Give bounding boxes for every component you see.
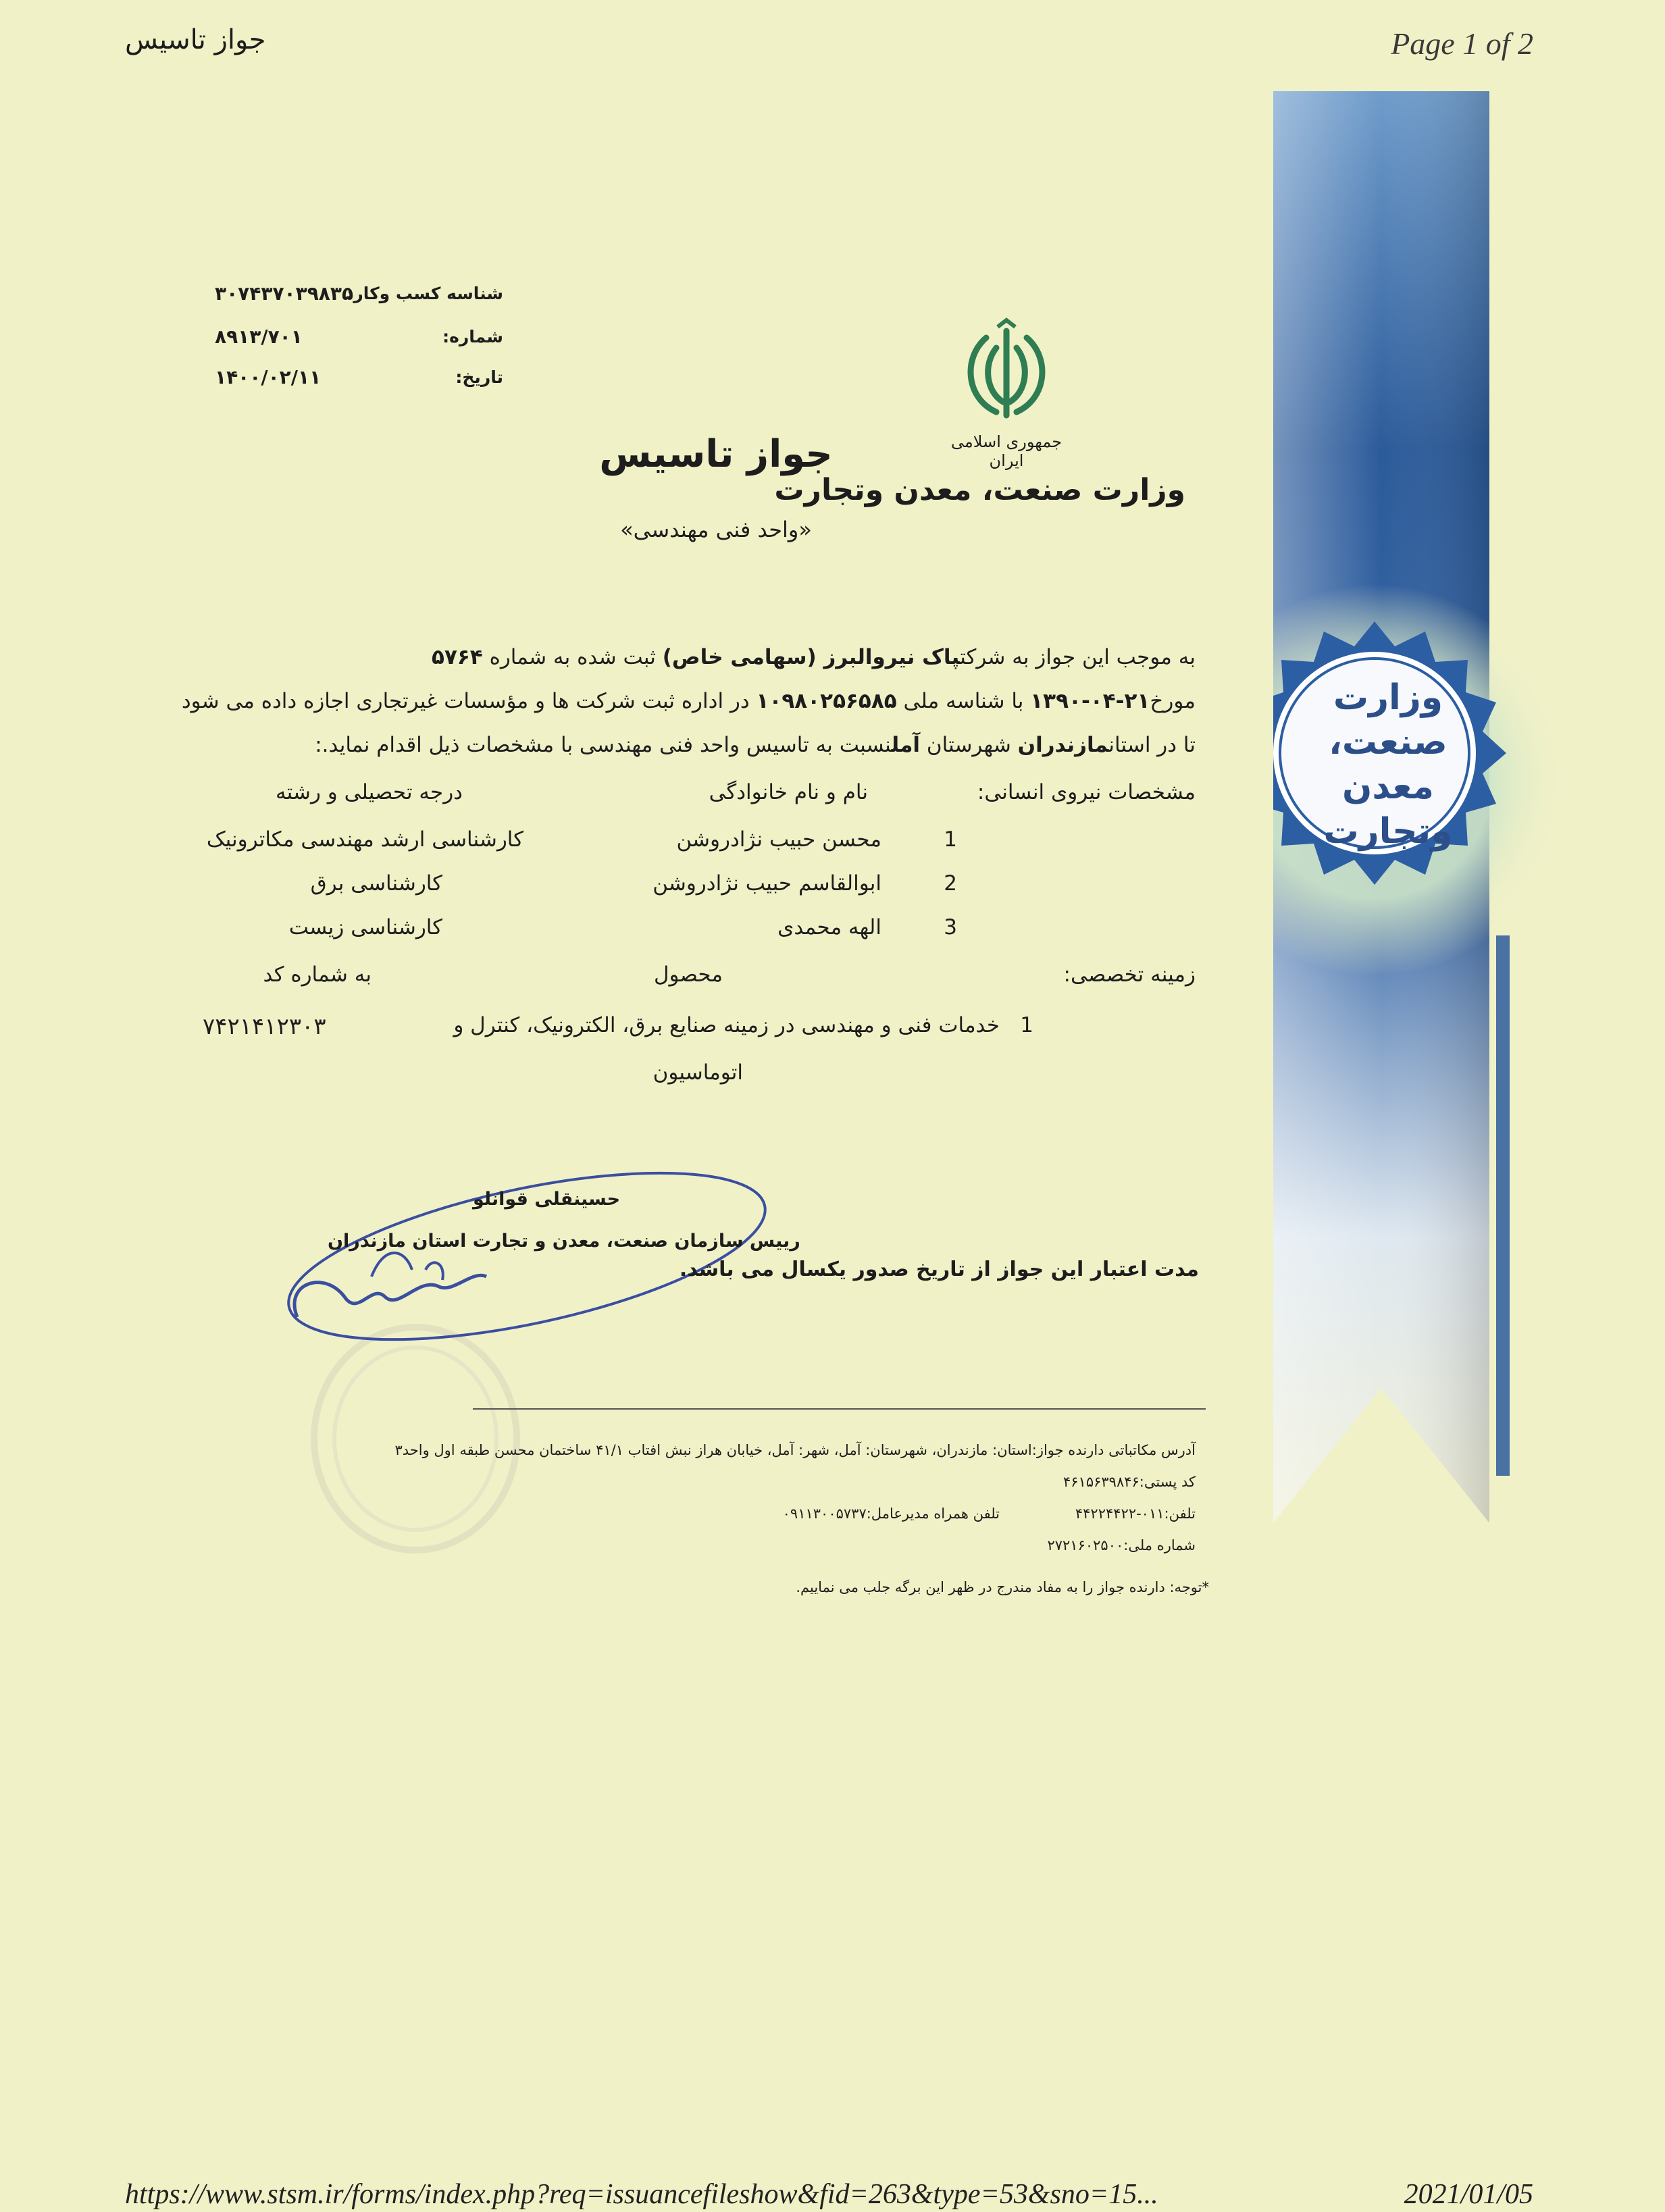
body-line2-text-c: در اداره ثبت شرکت ها و مؤسسات غیرتجاری اجازه داده می شود [181,689,750,713]
page-indicator: Page 1 of 2 [1391,26,1533,61]
staff-row-number: 1 [944,827,957,852]
seal-text-line3: وتجارت [1323,811,1453,852]
seal-text-line2: صنعت، معدن [1329,722,1448,807]
staff-section-label: مشخصات نیروی انسانی: [977,780,1196,804]
signer-title: رییس سازمان صنعت، معدن و تجارت استان مازندران [328,1231,800,1252]
specialty-col-code: به شماره کد [263,962,372,987]
date-label: تاریخ: [455,367,503,387]
contact-address: آدرس مکاتباتی دارنده جواز:استان: مازندران، شهرستان: آمل، شهر: آمل، خیابان هراز نبش افتاب ۴۱/۱ ساختمان محسن طبقه اول واحد۳ [394,1442,1196,1458]
national-id: ۱۰۹۸۰۲۵۶۵۸۵ [756,689,897,713]
body-line3-text-a: تا در استان [1108,733,1196,757]
province-name: مازندران [1017,733,1109,757]
staff-row-degree: کارشناسی ارشد مهندسی مکاترونیک [206,827,523,852]
body-line3-text-b: شهرستان [926,733,1011,757]
staff-col-name: نام و نام خانوادگی [709,780,868,804]
footer-url: https://www.stsm.ir/forms/index.php?req=issuancefileshow&fid=263&type=53&sno=15... [125,2179,1158,2210]
body-line1-text-b: ثبت شده به شماره [489,645,656,669]
body-line2-text-a: مورخ [1150,689,1196,713]
body-line-3 [315,733,1196,757]
body-line2-text-b: با شناسه ملی [903,689,1024,713]
date-value: ۱۴۰۰/۰۲/۱۱ [215,366,322,388]
seal-text-line1: وزارت [1333,677,1443,718]
header-doc-title: جواز تاسیس [125,24,266,55]
seal-text [1290,675,1486,854]
registration-number: ۵۷۶۴ [432,645,483,669]
staff-row-degree: کارشناسی زیست [288,915,442,940]
validity-note: مدت اعتبار این جواز از تاریخ صدور یکسال می باشد. [679,1258,1199,1281]
number-label: شماره: [442,327,503,346]
body-line-2 [182,689,1196,713]
divider [473,1408,1206,1410]
staff-row-name: محسن حبیب نژادروشن [676,827,881,852]
republic-label: جمهوری اسلامی ایران [950,432,1062,470]
staff-row-number: 2 [944,871,957,896]
contact-phone: تلفن:۰۱۱-۴۴۲۲۴۴۲۲ [1075,1506,1196,1522]
registration-date: ۲۱-۰۴-۱۳۹۰ [1030,689,1150,713]
specialty-row-product-line1: خدمات فنی و مهندسی در زمینه صنایع برق، الکترونیک، کنترل و [453,1013,1000,1037]
ministry-name: وزارت صنعت، معدن وتجارت [774,473,1185,507]
page-subtitle: «واحد فنی مهندسی» [620,517,812,542]
staff-row-number: 3 [944,915,957,940]
specialty-row-number: 1 [1020,1013,1033,1037]
contact-postal: کد پستی:۴۶۱۵۶۳۹۸۴۶ [1063,1474,1196,1490]
specialty-col-product: محصول [653,962,723,987]
body-line3-text-c: نسبت به تاسیس واحد فنی مهندسی با مشخصات ذیل اقدام نماید.: [315,733,892,757]
staff-row-name: الهه محمدی [777,915,881,940]
body-line-1 [432,645,1196,669]
contact-national-no: شماره ملی:۲۷۲۱۶۰۲۵۰۰ [1047,1537,1196,1553]
city-name: آمل [891,733,921,757]
staff-col-degree: درجه تحصیلی و رشته [276,780,463,804]
page-title: جواز تاسیس [599,432,833,476]
company-name: پاک نیروالبرز (سهامی خاص) [662,645,960,669]
iran-emblem-icon [956,317,1057,426]
business-id-label: شناسه کسب وکار: [347,284,503,303]
signer-name: حسینقلی قوانلو [473,1189,621,1210]
specialty-section-label: زمینه تخصصی: [1063,962,1196,987]
specialty-row-product-line2: اتوماسیون [652,1060,743,1085]
staff-row-degree: کارشناسی برق [310,871,442,896]
contact-mobile: تلفن همراه مدیرعامل:۰۹۱۱۳۰۰۵۷۳۷ [782,1506,1000,1522]
business-id-value: ۳۰۷۴۳۷۰۳۹۸۳۵ [215,282,354,305]
footer-date: 2021/01/05 [1404,2179,1533,2210]
contact-note: *توجه: دارنده جواز را به مفاد مندرج در ظهر این برگه جلب می نماییم. [796,1579,1209,1595]
number-value: ۸۹۱۳/۷۰۱ [215,326,303,348]
body-line1-text-a: به موجب این جواز به شرکت [960,645,1196,669]
specialty-row-code: ۷۴۲۱۴۱۲۳۰۳ [203,1013,326,1040]
staff-row-name: ابوالقاسم حبیب نژادروشن [652,871,881,896]
